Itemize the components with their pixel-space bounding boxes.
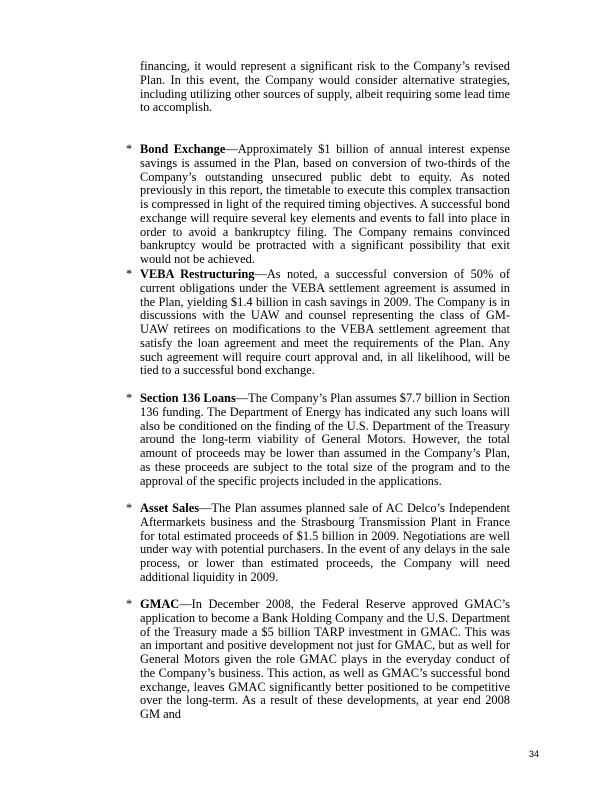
list-item-text bbox=[140, 392, 510, 488]
list-item-heading: Bond Exchange bbox=[140, 142, 226, 156]
list-item-gmac bbox=[126, 597, 510, 722]
bullet-icon: * bbox=[126, 142, 133, 156]
list-item-body: —The Plan assumes planned sale of AC Delco’s Independent Aftermarkets business and the Strasbourg Transmission Plant in France for total estimated proceeds of $1.5 billion in 2009. Negotiations are well under way with potential purchasers. In the event of any delays in the sale process, or lower than estimated proceeds, the Company will need additional liquidity in 2009. bbox=[140, 501, 510, 584]
bullet-icon: * bbox=[126, 391, 133, 405]
list-item-heading: Asset Sales bbox=[140, 501, 200, 515]
list-item-heading: Section 136 Loans bbox=[140, 391, 236, 405]
page-number: 34 bbox=[529, 749, 540, 759]
bullet-icon: * bbox=[126, 267, 133, 281]
list-item-text bbox=[140, 143, 510, 267]
list-item-veba-restructuring bbox=[126, 267, 510, 378]
list-item-body: —As noted, a successful conversion of 50% of current obligations under the VEBA settlement agreement is assumed in the Plan, yielding $1.4 billion in cash savings in 2009. The Company is in discussions with the UAW and counsel representing the class of GM-UAW retirees on modifications to the VEBA settlement agreement that satisfy the loan agreement and meet the requirements of the Plan. Any such agreement will require court approval and, in all likelihood, will be tied to a successful bond exchange. bbox=[140, 267, 510, 378]
list-item-text bbox=[140, 502, 510, 585]
list-item-body: —Approximately $1 billion of annual interest expense savings is assumed in the Plan, based on conversion of two-thirds of the Company’s outstanding unsecured public debt to equity. As noted previously in this report, the timetable to execute this complex transaction is compressed in light of the required timing objectives. A successful bond exchange will require several key elements and events to fall into place in order to avoid a bankruptcy filing. The Company remains convinced bankruptcy would be protracted with a significant possibility that exit would not be achieved. bbox=[140, 142, 510, 266]
list-item-body: —The Company’s Plan assumes $7.7 billion in Section 136 funding. The Department of Energy has indicated any such loans will also be conditioned on the finding of the U.S. Department of the Treasury around the long-term viability of General Motors. However, the total amount of proceeds may be lower than assumed in the Company’s Plan, as these proceeds are subject to the total size of the program and to the approval of the specific projects included in the applications. bbox=[140, 391, 510, 488]
list-item-section-136-loans bbox=[126, 391, 510, 488]
list-item-asset-sales bbox=[126, 501, 510, 585]
list-item-text bbox=[140, 598, 510, 722]
intro-paragraph: financing, it would represent a significant risk to the Company’s revised Plan. In this event, the Company would consider alternative strategies, including utilizing other sources of supply, albeit requiring some lead time to accomplish. bbox=[140, 59, 510, 115]
list-item-heading: VEBA Restructuring bbox=[140, 267, 255, 281]
list-item-heading: GMAC bbox=[140, 597, 180, 611]
list-item-body: —In December 2008, the Federal Reserve approved GMAC’s application to become a Bank Holding Company and the U.S. Department of the Treasury made a $5 billion TARP investment in GMAC. This was an important and positive development not just for GMAC, but as well for General Motors given the role GMAC plays in the everyday conduct of the Company’s business. This action, as well as GMAC’s successful bond exchange, leaves GMAC significantly better positioned to be competitive over the long-term. As a result of these developments, at year end 2008 GM and bbox=[140, 597, 510, 721]
bullet-icon: * bbox=[126, 597, 133, 611]
list-item-text bbox=[140, 268, 510, 378]
bullet-icon: * bbox=[126, 501, 133, 515]
list-item-bond-exchange bbox=[126, 142, 510, 267]
